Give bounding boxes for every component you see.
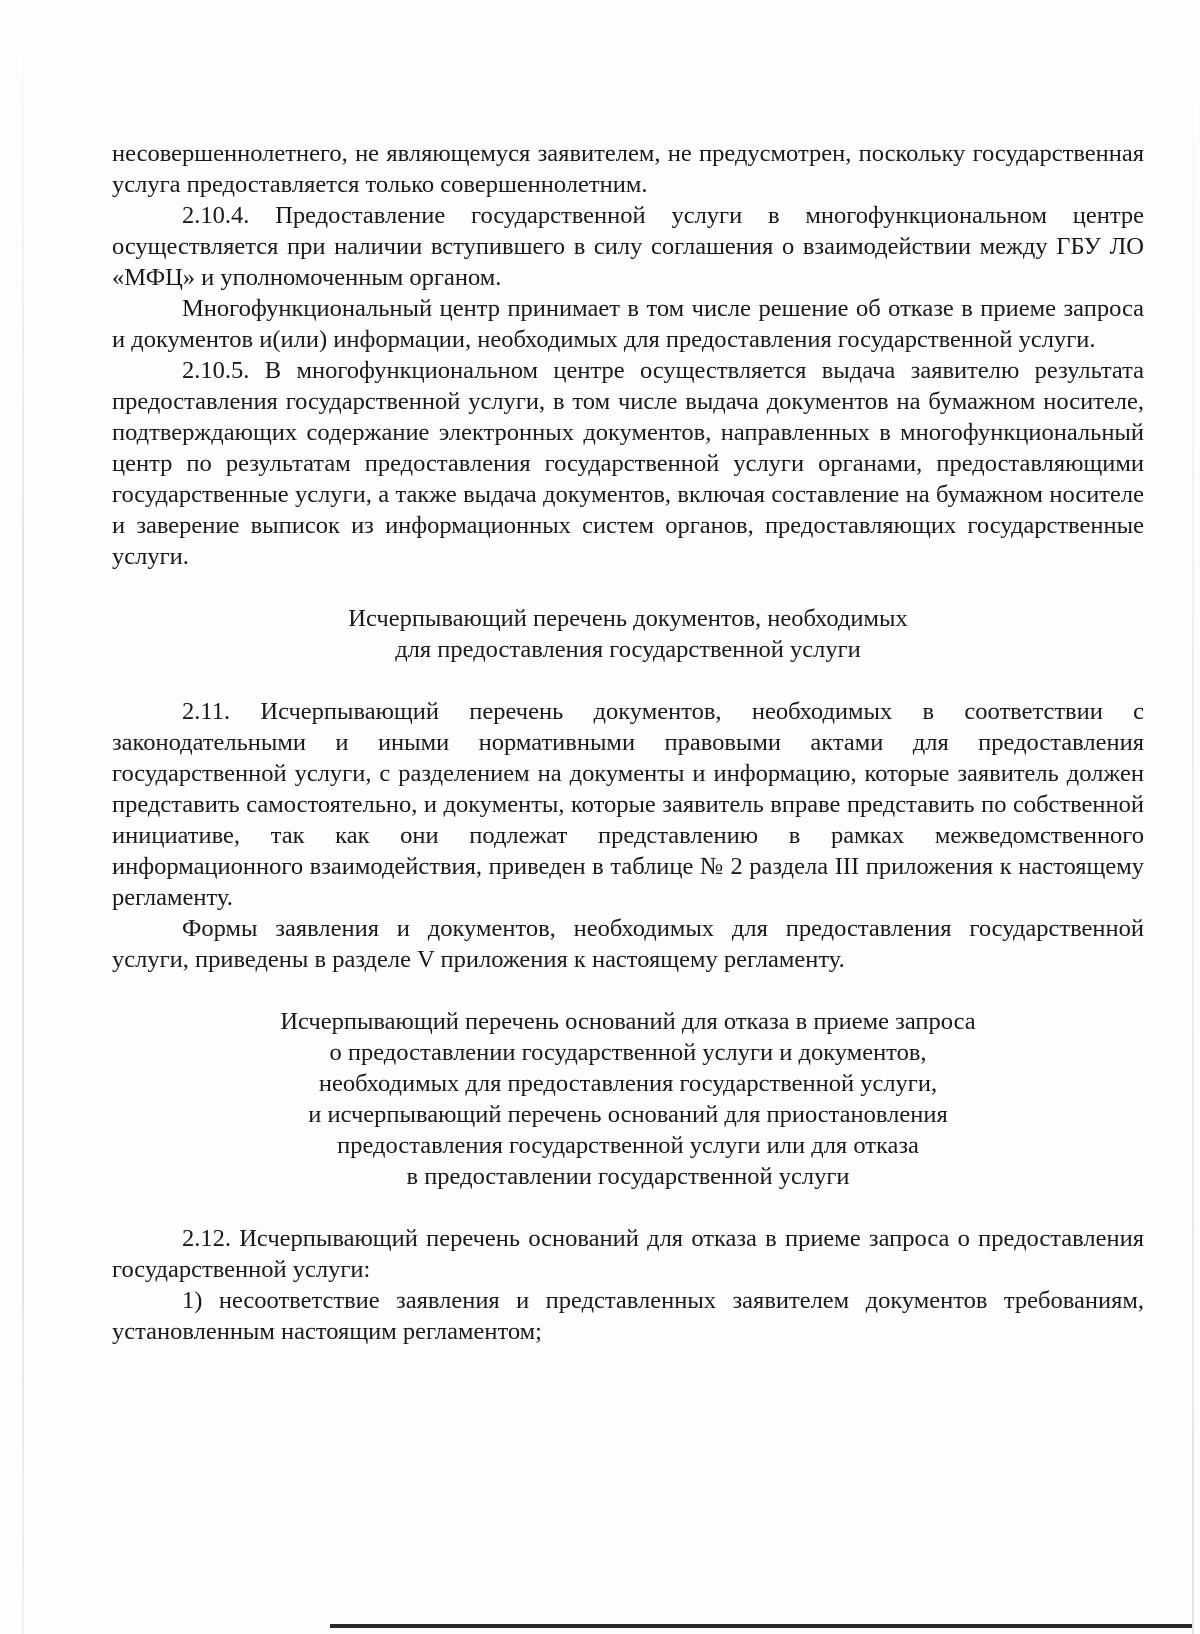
section-heading-refusal-grounds: Исчерпывающий перечень оснований для отказа в приеме запроса о предоставлении государственной услуги и документов, необходимых для предоставления государственной услуги, и исчерпывающий перечень оснований для приостановления предоставления государственной услуги или для отказа в предоставлении государственной услуги <box>280 1008 976 1190</box>
scan-bottom-edge <box>330 1624 1192 1628</box>
paragraph-2-11: 2.11. Исчерпывающий перечень документов, необходимых в соответствии с законодательными и иными нормативными правовыми актами для предоставления государственной услуги, с разделением на документы и информацию, которые заявитель должен представить самостоятельно, и документы, которые заявитель вправе представить по собственной инициативе, так как они подлежат представлению в рамках межведомственного информационного взаимодействия, приведен в таблице № 2 раздела III приложения к настоящему регламенту. <box>112 698 1144 911</box>
document-body <box>112 138 1144 1347</box>
paragraph-2-10-4: 2.10.4. Предоставление государственной услуги в многофункциональном центре осуществляется при наличии вступившего в силу соглашения о взаимодействии между ГБУ ЛО «МФЦ» и уполномоченным органом. <box>112 202 1144 291</box>
paragraph-continued: несовершеннолетнего, не являющемуся заявителем, не предусмотрен, поскольку государственная услуга предоставляется только совершеннолетним. <box>112 140 1144 198</box>
paragraph-mfc-refusal: Многофункциональный центр принимает в том числе решение об отказе в приеме запроса и документов и(или) информации, необходимых для предоставления государственной услуги. <box>112 295 1144 353</box>
scan-shadow-left <box>22 0 24 1634</box>
paragraph-2-10-5: 2.10.5. В многофункциональном центре осуществляется выдача заявителю результата предоставления государственной услуги, в том числе выдача документов на бумажном носителе, подтверждающих содержание электронных документов, направленных в многофункциональный центр по результатам предоставления государственной услуги органами, предоставляющими государственные услуги, а также выдача документов, включая составление на бумажном носителе и заверение выписок из информационных систем органов, предоставляющих государственные услуги. <box>112 357 1144 570</box>
paragraph-2-12: 2.12. Исчерпывающий перечень оснований для отказа в приеме запроса о предоставления государственной услуги: <box>112 1225 1144 1283</box>
list-item-1: 1) несоответствие заявления и представленных заявителем документов требованиям, установленным настоящим регламентом; <box>112 1287 1144 1345</box>
scan-shadow-right <box>1192 0 1194 1634</box>
section-heading-documents: Исчерпывающий перечень документов, необходимых для предоставления государственной услуги <box>348 605 908 663</box>
paragraph-forms: Формы заявления и документов, необходимых для предоставления государственной услуги, приведены в разделе V приложения к настоящему регламенту. <box>112 915 1144 973</box>
